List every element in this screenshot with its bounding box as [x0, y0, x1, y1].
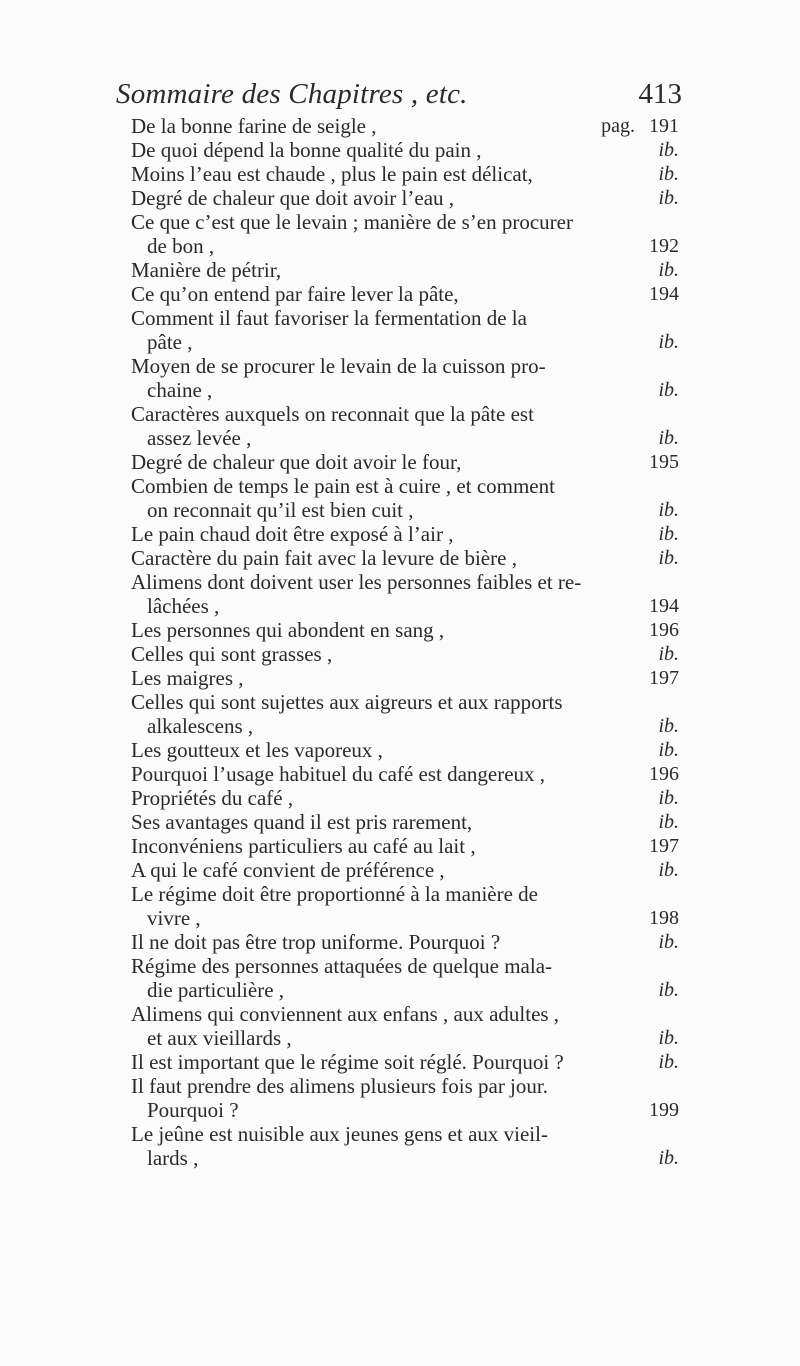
toc-entry-text: Le jeûne est nuisible aux jeunes gens et aux vieil- — [131, 1122, 548, 1146]
toc-entry — [131, 1074, 679, 1122]
toc-entry-text: Moyen de se procurer le levain de la cuisson pro- — [131, 354, 546, 378]
toc-entry-text: Ce qu’on entend par faire lever la pâte, — [131, 282, 459, 306]
toc-entry-text: Alimens qui conviennent aux enfans , aux adultes , — [131, 1002, 560, 1026]
toc-entry — [131, 402, 679, 450]
toc-entry-page: 198 — [649, 907, 679, 929]
toc-entry-page: 196 — [649, 763, 679, 785]
toc-entry — [131, 1050, 679, 1074]
toc-entry-pag-label: pag. — [601, 115, 635, 137]
toc-entry-page: ib. — [658, 1051, 679, 1073]
toc-entry-text: Caractères auxquels on reconnait que la pâte est — [131, 402, 534, 426]
toc-entry-page: ib. — [658, 811, 679, 833]
toc-entry-text: Il est important que le régime soit réglé. Pourquoi ? — [131, 1050, 564, 1074]
toc-entry-page: ib. — [658, 931, 679, 953]
toc-entry-page: ib. — [658, 523, 679, 545]
toc-entry — [131, 810, 679, 834]
toc-entry-page: 191 — [649, 115, 679, 137]
toc-entry-text: De la bonne farine de seigle , — [131, 114, 377, 138]
toc-entry-text: Inconvéniens particuliers au café au lait , — [131, 834, 476, 858]
toc-entry-text: De quoi dépend la bonne qualité du pain , — [131, 138, 482, 162]
toc-entry-text: Les personnes qui abondent en sang , — [131, 618, 445, 642]
toc-entry — [131, 306, 679, 354]
toc-entry-continuation: de bon , — [147, 234, 215, 258]
toc-entry-text: Ce que c’est que le levain ; manière de s’en procurer — [131, 210, 573, 234]
toc-entry-text: A qui le café convient de préférence , — [131, 858, 445, 882]
toc-entry — [131, 282, 679, 306]
toc-entry — [131, 258, 679, 282]
toc-entry-text: Pourquoi l’usage habituel du café est dangereux , — [131, 762, 546, 786]
toc-entry-text: Celles qui sont grasses , — [131, 642, 333, 666]
toc-entry — [131, 1002, 679, 1050]
toc-entry — [131, 522, 679, 546]
toc-entry — [131, 954, 679, 1002]
toc-entry-page: ib. — [658, 187, 679, 209]
toc-entry-text: Moins l’eau est chaude , plus le pain est délicat, — [131, 162, 533, 186]
toc-entry — [131, 882, 679, 930]
toc-entry-continuation: assez levée , — [147, 426, 252, 450]
table-of-contents — [131, 114, 679, 1170]
toc-entry — [131, 738, 679, 762]
toc-entry — [131, 210, 679, 258]
toc-entry-page: ib. — [658, 979, 679, 1001]
toc-entry — [131, 690, 679, 738]
toc-entry-continuation: lards , — [147, 1146, 199, 1170]
toc-entry-text: Manière de pétrir, — [131, 258, 282, 282]
toc-entry-text: Degré de chaleur que doit avoir l’eau , — [131, 186, 455, 210]
toc-entry-page: 199 — [649, 1099, 679, 1121]
toc-entry-text: Régime des personnes attaquées de quelque mala- — [131, 954, 553, 978]
toc-entry-page: ib. — [658, 427, 679, 449]
toc-entry-page: ib. — [658, 331, 679, 353]
toc-entry-page: 192 — [649, 235, 679, 257]
toc-entry — [131, 354, 679, 402]
toc-entry-page: 194 — [649, 283, 679, 305]
toc-entry-text: Les goutteux et les vaporeux , — [131, 738, 383, 762]
toc-entry-text: Degré de chaleur que doit avoir le four, — [131, 450, 462, 474]
toc-entry-page: ib. — [658, 715, 679, 737]
toc-entry — [131, 1122, 679, 1170]
toc-entry-page: ib. — [658, 547, 679, 569]
toc-entry — [131, 834, 679, 858]
toc-entry-text: Le régime doit être proportionné à la manière de — [131, 882, 538, 906]
toc-entry-continuation: lâchées , — [147, 594, 220, 618]
toc-entry-text: Combien de temps le pain est à cuire , et comment — [131, 474, 555, 498]
header-title: Sommaire des Chapitres , etc. — [116, 78, 468, 110]
toc-entry-text: Les maigres , — [131, 666, 244, 690]
toc-entry-page: ib. — [658, 499, 679, 521]
toc-entry — [131, 642, 679, 666]
header-page-number: 413 — [638, 78, 682, 110]
toc-entry — [131, 618, 679, 642]
toc-entry-page: ib. — [658, 379, 679, 401]
toc-entry-page: ib. — [658, 787, 679, 809]
toc-entry-text: Caractère du pain fait avec la levure de bière , — [131, 546, 517, 570]
toc-entry-continuation: et aux vieillards , — [147, 1026, 292, 1050]
toc-entry-text: Le pain chaud doit être exposé à l’air , — [131, 522, 454, 546]
running-header — [116, 74, 682, 118]
toc-entry — [131, 546, 679, 570]
toc-entry-page: 194 — [649, 595, 679, 617]
toc-entry-text: Propriétés du café , — [131, 786, 294, 810]
toc-entry — [131, 450, 679, 474]
toc-entry — [131, 474, 679, 522]
toc-entry — [131, 570, 679, 618]
toc-entry-page: ib. — [658, 643, 679, 665]
toc-entry-continuation: pâte , — [147, 330, 193, 354]
toc-entry-continuation: chaine , — [147, 378, 213, 402]
toc-entry-text: Comment il faut favoriser la fermentation de la — [131, 306, 527, 330]
toc-entry-continuation: alkalescens , — [147, 714, 254, 738]
toc-entry-page: ib. — [658, 859, 679, 881]
toc-entry-continuation: die particulière , — [147, 978, 285, 1002]
toc-entry-page: 197 — [649, 835, 679, 857]
toc-entry-page: ib. — [658, 139, 679, 161]
toc-entry-continuation: vivre , — [147, 906, 201, 930]
toc-entry-text: Il ne doit pas être trop uniforme. Pourquoi ? — [131, 930, 501, 954]
toc-entry — [131, 666, 679, 690]
toc-entry-page: ib. — [658, 739, 679, 761]
toc-entry-continuation: on reconnait qu’il est bien cuit , — [147, 498, 414, 522]
toc-entry-text: Alimens dont doivent user les personnes faibles et re- — [131, 570, 582, 594]
toc-entry — [131, 162, 679, 186]
toc-entry-page: ib. — [658, 1147, 679, 1169]
toc-entry-text: Ses avantages quand il est pris rarement, — [131, 810, 473, 834]
toc-entry-text: Il faut prendre des alimens plusieurs fois par jour. — [131, 1074, 548, 1098]
toc-entry-continuation: Pourquoi ? — [147, 1098, 239, 1122]
toc-entry — [131, 138, 679, 162]
toc-entry — [131, 930, 679, 954]
toc-entry — [131, 186, 679, 210]
toc-entry — [131, 858, 679, 882]
toc-entry-page: 195 — [649, 451, 679, 473]
toc-entry-page: ib. — [658, 1027, 679, 1049]
toc-entry — [131, 762, 679, 786]
toc-entry — [131, 786, 679, 810]
toc-entry-page: ib. — [658, 163, 679, 185]
toc-entry-page: 196 — [649, 619, 679, 641]
toc-entry-page: ib. — [658, 259, 679, 281]
toc-entry-text: Celles qui sont sujettes aux aigreurs et aux rapports — [131, 690, 563, 714]
toc-entry-page: 197 — [649, 667, 679, 689]
toc-entry — [131, 114, 679, 138]
